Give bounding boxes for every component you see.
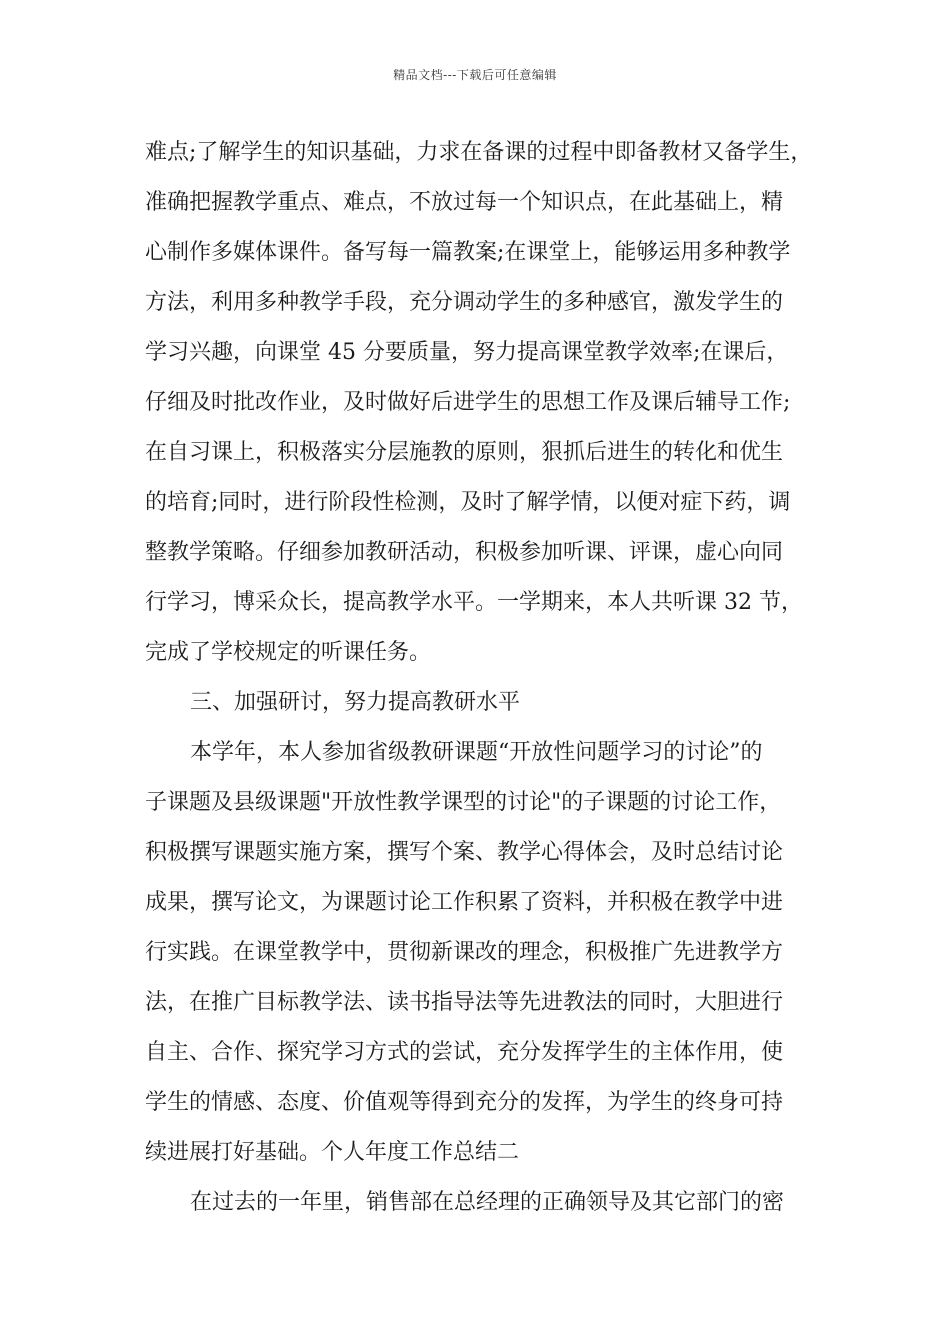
text-line: 准确把握教学重点、难点，不放过每一个知识点，在此基础上，精 — [145, 190, 784, 215]
text-line: 在自习课上，积极落实分层施教的原则，狠抓后进生的转化和优生 — [145, 440, 784, 465]
text-line: 整教学策略。仔细参加教研活动，积极参加听课、评课，虚心向同 — [145, 540, 784, 565]
text-line: 法，在推广目标教学法、读书指导法等先进教法的同时，大胆进行 — [145, 990, 784, 1015]
text-line: 自主、合作、探究学习方式的尝试，充分发挥学生的主体作用，使 — [145, 1040, 784, 1065]
document-body — [145, 128, 817, 1228]
text-line: 续进展打好基础。个人年度工作总结二 — [145, 1140, 520, 1165]
text-line: 积极撰写课题实施方案，撰写个案、教学心得体会，及时总结讨论 — [145, 840, 784, 865]
text-line: 的培育;同时，进行阶段性检测，及时了解学情，以便对症下药，调 — [145, 490, 791, 515]
paragraph-start-line: 本学年，本人参加省级教研课题“开放性问题学习的讨论”的 — [190, 740, 763, 765]
text-line: 仔细及时批改作业，及时做好后进学生的思想工作及课后辅导工作; — [145, 390, 791, 415]
paragraph-start-line: 在过去的一年里，销售部在总经理的正确领导及其它部门的密 — [190, 1190, 785, 1215]
text-line: 学习兴趣，向课堂 45 分要质量，努力提高课堂教学效率;在课后， — [145, 340, 789, 365]
text-line: 难点;了解学生的知识基础，力求在备课的过程中即备教材又备学生， — [145, 140, 813, 165]
text-line: 心制作多媒体课件。备写每一篇教案;在课堂上，能够运用多种教学 — [145, 240, 791, 265]
text-line: 学生的情感、态度、价值观等得到充分的发挥，为学生的终身可持 — [145, 1090, 784, 1115]
text-line: 完成了学校规定的听课任务。 — [145, 640, 432, 665]
page-header: 精品文档---下载后可任意编辑 — [393, 68, 557, 82]
text-line: 行实践。在课堂教学中，贯彻新课改的理念，积极推广先进教学方 — [145, 940, 784, 965]
text-line: 行学习，博采众长，提高教学水平。一学期来，本人共听课 32 节， — [145, 590, 803, 615]
section-heading: 三、加强研讨，努力提高教研水平 — [190, 690, 521, 715]
text-line: 子课题及县级课题"开放性教学课型的讨论"的子课题的讨论工作， — [145, 790, 782, 815]
text-line: 方法，利用多种教学手段，充分调动学生的多种感官，激发学生的 — [145, 290, 784, 315]
text-line: 成果，撰写论文，为课题讨论工作积累了资料，并积极在教学中进 — [145, 890, 784, 915]
